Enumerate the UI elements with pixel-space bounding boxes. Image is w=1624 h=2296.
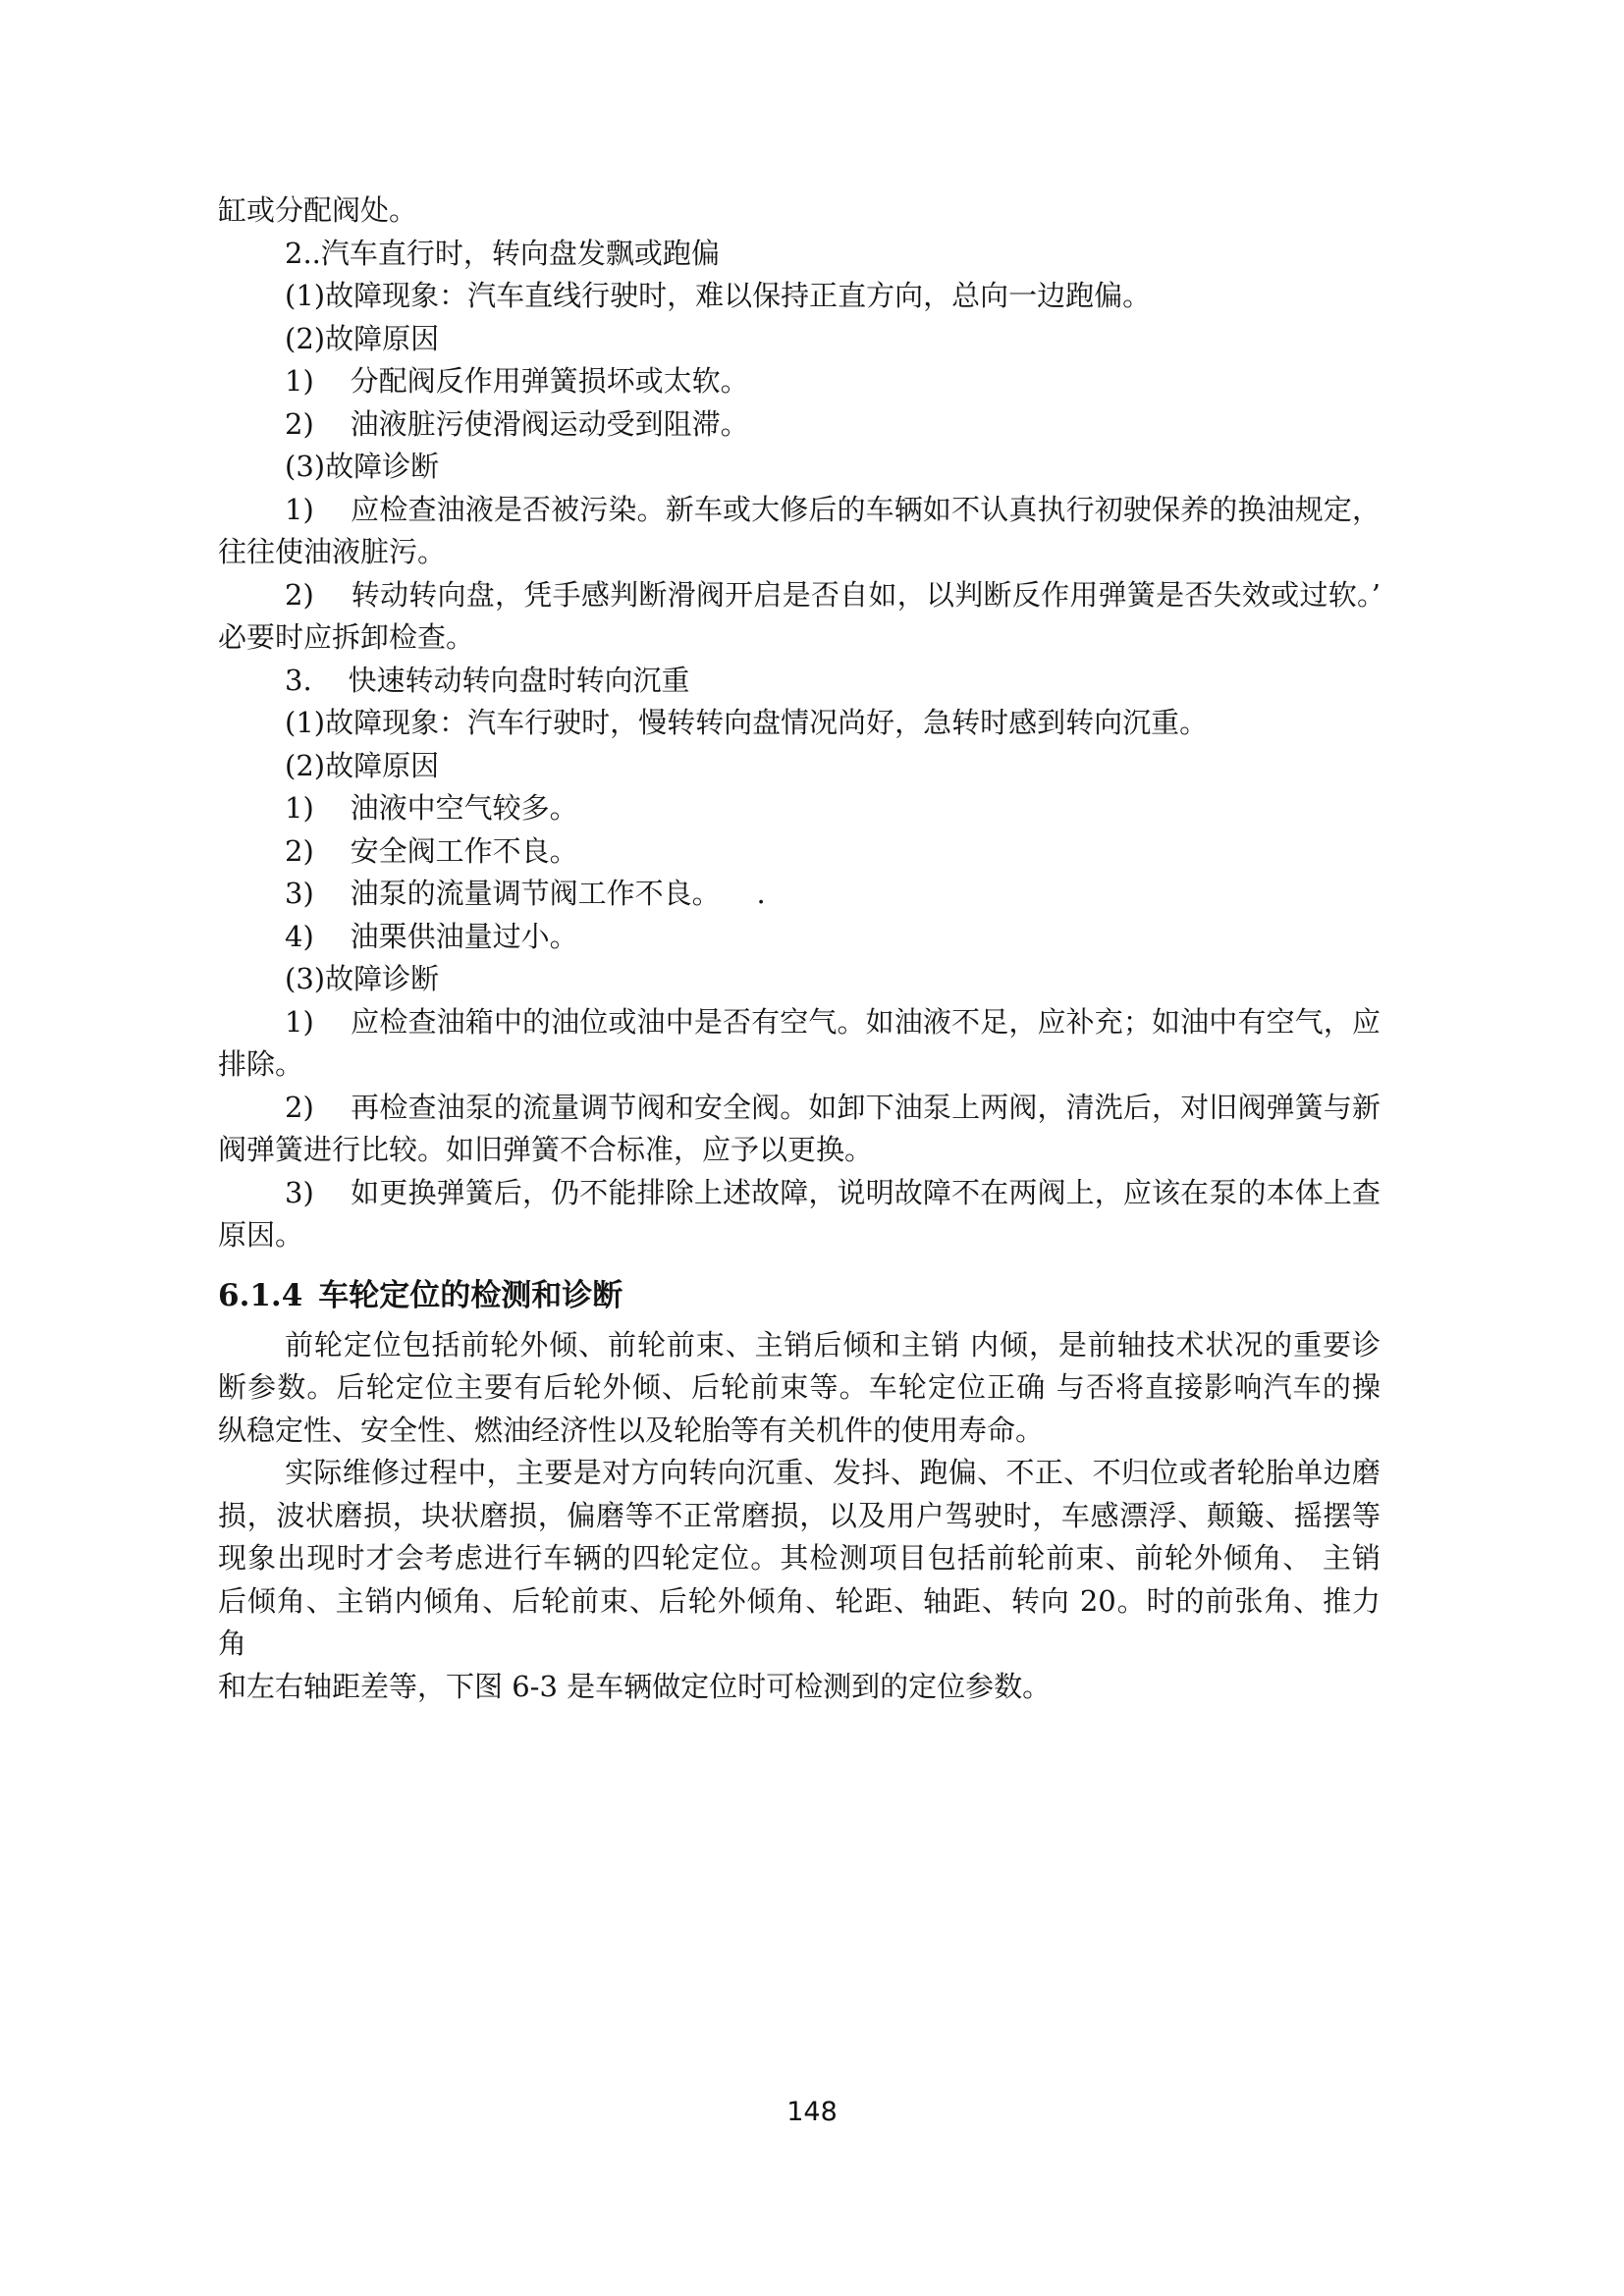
- text-line: (3)故障诊断: [285, 962, 440, 995]
- text-line: 1) 油液中空气较多。: [285, 791, 578, 825]
- text-line: 原因。: [218, 1218, 304, 1252]
- text-line: 2) 安全阀工作不良。: [285, 833, 578, 868]
- text-line: 阀弹簧进行比较。如旧弹簧不合标准，应予以更换。: [218, 1133, 874, 1166]
- text-line: 2) 转动转向盘，凭手感判断滑阀开启是否自如，以判断反作用弹簧是否失效或过软。’: [285, 577, 1380, 612]
- text-line: 实际维修过程中，主要是对方向转向沉重、发抖、跑偏、不正、不归位或者轮胎单边磨: [285, 1456, 1380, 1489]
- text-line: 缸或分配阀处。: [218, 193, 418, 227]
- text-line: 和左右轴距差等，下图 6-3 是车辆做定位时可检测到的定位参数。: [218, 1669, 1052, 1703]
- text-line: 2) 再检查油泵的流量调节阀和安全阀。如卸下油泵上两阀，清洗后，对旧阀弹簧与新: [285, 1090, 1380, 1124]
- text-line: 断参数。后轮定位主要有后轮外倾、后轮前束等。车轮定位正确 与否将直接影响汽车的操: [218, 1370, 1380, 1404]
- text-line: 必要时应拆卸检查。: [218, 620, 475, 654]
- text-line: (2)故障原因: [285, 748, 440, 782]
- section-heading: [218, 1271, 1380, 1320]
- text-line: 损，波状磨损，块状磨损，偏磨等不正常磨损，以及用户驾驶时，车感漂浮、颠簸、摇摆等: [218, 1498, 1380, 1532]
- document-body: [218, 189, 1390, 1708]
- section-number: 6.1.4: [218, 1277, 303, 1313]
- text-line: 排除。: [218, 1047, 304, 1081]
- text-line: 1) 应检查油箱中的油位或油中是否有空气。如油液不足，应补充；如油中有空气，应: [285, 1004, 1380, 1039]
- text-line: (3)故障诊断: [285, 450, 440, 483]
- page-number: 148: [786, 2097, 838, 2127]
- section-title: 车轮定位的检测和诊断: [318, 1277, 623, 1313]
- text-line: (1)故障现象：汽车直线行驶时，难以保持正直方向，总向一边跑偏。: [285, 279, 1152, 312]
- text-line: (2)故障原因: [285, 321, 440, 355]
- text-line: 往往使油液脏污。: [218, 535, 447, 568]
- text-line: 1) 应检查油液是否被污染。新车或大修后的车辆如不认真执行初驶保养的换油规定，: [285, 492, 1380, 526]
- text-line: 现象出现时才会考虑进行车辆的四轮定位。其检测项目包括前轮前束、前轮外倾角、 主销: [218, 1541, 1380, 1575]
- text-line: 3. 快速转动转向盘时转向沉重: [285, 663, 690, 697]
- text-line: (1)故障现象：汽车行驶时，慢转转向盘情况尚好，急转时感到转向沉重。: [285, 706, 1209, 739]
- text-line: 3) 油泵的流量调节阀工作不良。 .: [285, 877, 766, 910]
- text-line: 纵稳定性、安全性、燃油经济性以及轮胎等有关机件的使用寿命。: [218, 1413, 1045, 1447]
- text-line: 2) 油液脏污使滑阀运动受到阻滞。: [285, 406, 749, 441]
- text-line: 4) 油栗供油量过小。: [285, 919, 578, 953]
- text-line: 后倾角、主销内倾角、后轮前束、后轮外倾角、轮距、轴距、转向 20。时的前张角、推力 角: [218, 1583, 1390, 1660]
- text-line: 前轮定位包括前轮外倾、前轮前束、主销后倾和主销 内倾，是前轴技术状况的重要诊: [285, 1327, 1380, 1362]
- text-line: 2..汽车直行时，转向盘发飘或跑偏: [285, 236, 720, 270]
- text-line: 1) 分配阀反作用弹簧损坏或太软。: [285, 364, 749, 398]
- text-line: 3) 如更换弹簧后，仍不能排除上述故障，说明故障不在两阀上，应该在泵的本体上查: [285, 1175, 1380, 1209]
